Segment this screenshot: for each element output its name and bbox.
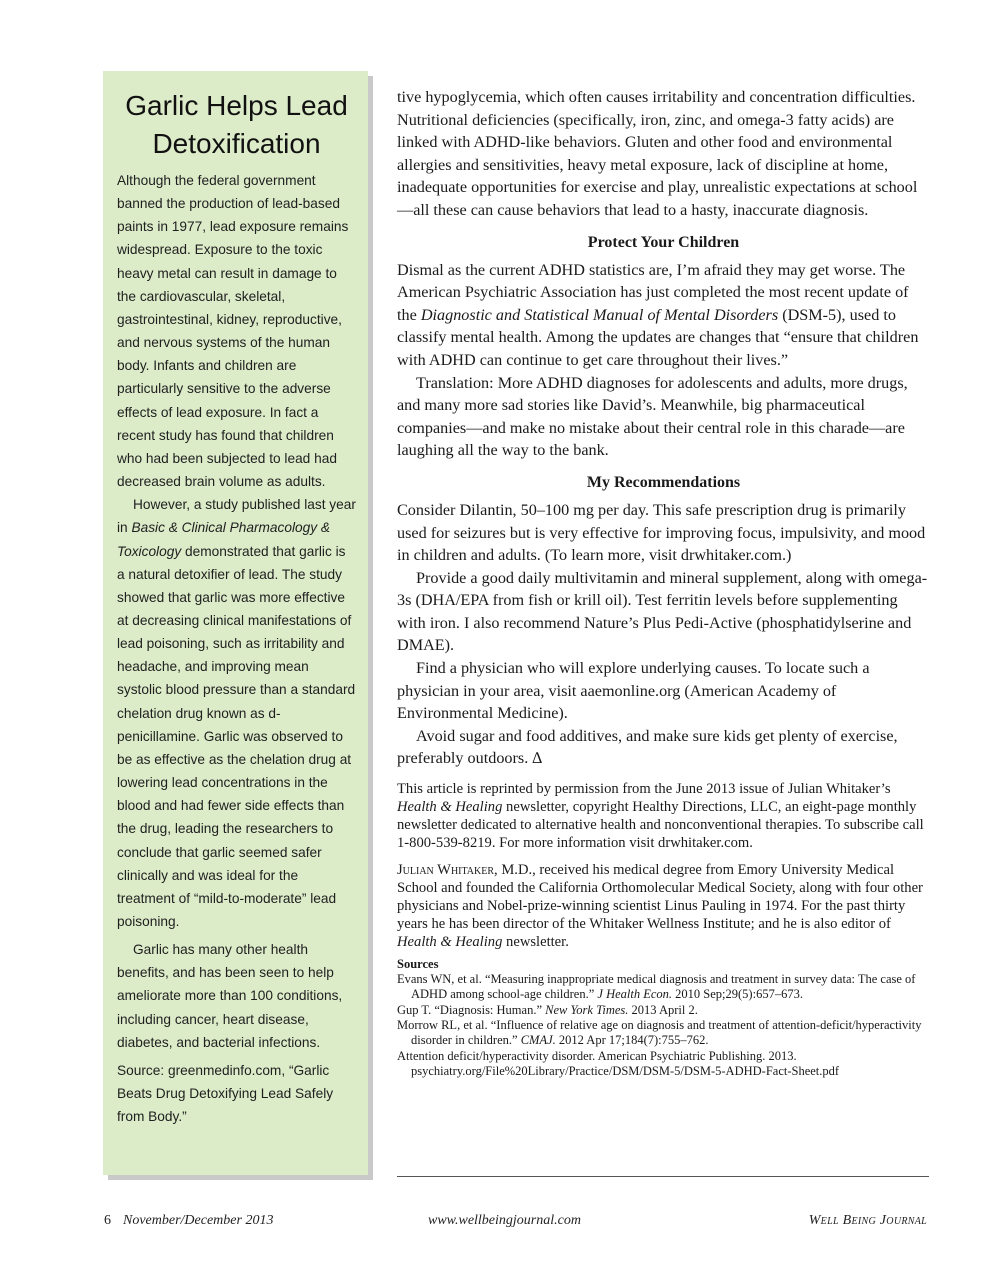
sidebar-title: Garlic Helps Lead Detoxification [125,90,348,159]
sidebar-paragraph-2 [117,493,356,933]
source-journal: New York Times. [545,1002,629,1017]
source-citation: 2013 April 2. [628,1002,698,1017]
recommendation-2: Provide a good daily multivitamin and mineral supplement, along with omega-3s (DHA/EPA from fish or krill oil). Test ferritin levels before supplementing with iron. I also recommend Nature’s Plus Pedi-Active (phosphatidylserine and DMAE). [397,568,928,655]
recommendation-3: Find a physician who will explore underlying causes. To locate such a physician in your area, visit aaemonline.org (American Academy of Environmental Medicine). [397,659,870,723]
source-text: Gup T. “Diagnosis: Human.” [397,1002,546,1017]
source-journal: J Health Econ. [597,987,673,1002]
sources-heading: Sources [397,957,439,972]
translation-paragraph: Translation: More ADHD diagnoses for adolescents and adults, more drugs, and many more sad stories like David’s. Meanwhile, big pharmaceutical companies—and make no mistake about their central role in this charade—are laughing all the way to the bank. [397,373,908,460]
source-text: Attention deficit/hyperactivity disorder. American Psychiatric Publishing. 2013. psychiatry.org/File%20Library/Practice/DSM/DSM-5/DSM-5-ADHD-Fact-Sheet.pdf [397,1048,840,1078]
bio-text-a: , M.D., received his medical degree from Emory University Medical School and founded the California Orthomolecular Medical Society, along with four other physicians and Nobel-prize-winning scientist Linus Pauling in 1974. For the past thirty years he has been director of the Whitaker Wellness Institute; and he is also editor of [397,862,923,933]
recommendation-4: Avoid sugar and food additives, and make sure kids get plenty of exercise, preferably outdoors. ∆ [397,726,898,768]
article-column [397,86,930,1079]
protect-text-a: Dismal as the current ADHD statistics are, I’m afraid they may get worse. The American Psychiatric Association has just completed the most recent update of the [397,260,909,324]
author-name: Julian Whitaker [397,862,495,879]
recommendation-1: Consider Dilantin, 50–100 mg per day. This safe prescription drug is primarily used for seizures but is very effective for improving focus, impulsivity, and mood in children and adults. (To learn more, visit drwhitaker.com.) [397,500,926,565]
reprint-newsletter-title: Health & Healing [397,799,503,816]
sidebar-paragraph-3: Garlic has many other health benefits, and has been seen to help ameliorate more than 100 conditions, including cancer, heart disease, diabetes, and bacterial infections. [117,942,343,1050]
reprint-notice [397,780,930,852]
footer-divider [397,1176,929,1177]
source-item [397,972,930,1003]
sidebar-box [103,71,368,1175]
bio-newsletter-title: Health & Healing [397,934,503,951]
issue-date: November/December 2013 [123,1213,274,1228]
footer-website: www.wellbeingjournal.com [428,1213,581,1228]
sidebar-p2-text-a: However, a study published last year in [117,497,356,536]
source-text: Morrow RL, et al. “Influence of relative age on diagnosis and treatment of attention-deficit/hyperactivity disorder in children.” [397,1017,922,1048]
author-bio [397,861,930,951]
heading-my-recommendations: My Recommendations [586,473,741,491]
sidebar-paragraph-1: Although the federal government banned the production of lead-based paints in 1977, lead exposure remains widespread. Exposure to the toxic heavy metal can result in damage to the cardiovascular, skeletal, gastrointestinal, kidney, reproductive, and nervous systems of the human body. Infants and children are particularly sensitive to the adverse effects of lead exposure. In fact a recent study has found that children who had been subjected to lead had decreased brain volume as adults. [117,173,349,490]
reprint-text-a: This article is reprinted by permission from the June 2013 issue of Julian Whitaker’s [397,781,891,798]
protect-paragraph [397,259,930,372]
sidebar-journal-title: Basic & Clinical Pharmacology & Toxicology [117,520,331,559]
sidebar-p2-text-b: demonstrated that garlic is a natural detoxifier of lead. The study showed that garlic was more effective at decreasing clinical manifestations of lead poisoning, such as irritability and headache, and improving mean systolic blood pressure than a standard chelation drug known as d-penicillamine. Garlic was observed to be as effective as the chelation drug at lowering lead concentrations in the blood and had fewer side effects than the drug, leading the researchers to conclude that garlic seemed safer clinically and was ideal for the treatment of “mild-to-moderate” lead poisoning. [117,543,356,929]
protect-text-b: (DSM-5), used to classify mental health. Among the updates are changes that “ensure that children with ADHD can continue to get care throughout their lives.” [397,305,919,369]
bio-text-b: newsletter. [502,934,569,951]
source-item [397,1049,930,1080]
sidebar-source: Source: greenmedinfo.com, “Garlic Beats Drug Detoxifying Lead Safely from Body.” [117,1062,334,1125]
reprint-text-b: newsletter, copyright Healthy Directions, LLC, an eight-page monthly newsletter dedicated to alternative health and nonconventional therapies. To subscribe call 1-800-539-8219. For more information visit drwhitaker.com. [397,799,924,852]
footer-journal-name: Well Being Journal [808,1213,927,1228]
source-text: Evans WN, et al. “Measuring inappropriate medical diagnosis and treatment in survey data: The case of ADHD among school-age children.” [397,972,916,1002]
page-number: 6 [104,1213,111,1228]
intro-paragraph: tive hypoglycemia, which often causes irritability and concentration difficulties. Nutritional deficiencies (specifically, iron, zinc, and omega-3 fatty acids) are linked with ADHD-like behaviors. Gluten and other food and environmental allergies and sensitivities, heavy metal exposure, lack of discipline at home, inadequate opportunities for exercise and play, unrealistic expectations at school—all these can cause behaviors that lead to a hasty, inaccurate diagnosis. [397,88,918,219]
source-item [397,1003,930,1018]
source-item [397,1018,930,1049]
dsm-title: Diagnostic and Statistical Manual of Mental Disorders [420,305,779,324]
source-journal: CMAJ. [520,1033,556,1048]
source-citation: 2010 Sep;29(5):657–673. [672,987,803,1002]
footer-left [104,1212,273,1230]
source-citation: 2012 Apr 17;184(7):755–762. [555,1033,709,1048]
heading-protect-your-children: Protect Your Children [587,233,740,251]
